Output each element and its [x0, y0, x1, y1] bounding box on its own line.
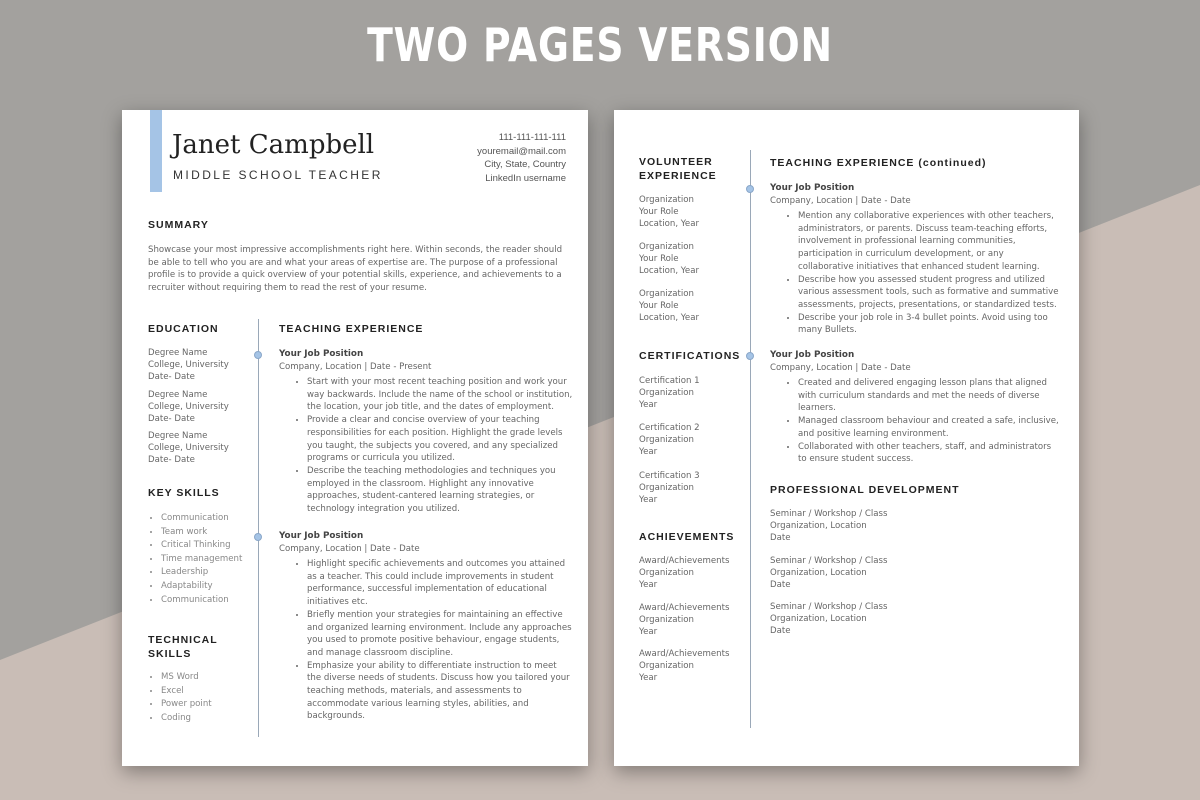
timeline-dot [746, 352, 754, 360]
accent-bar [150, 110, 162, 192]
job-bullets [279, 558, 573, 723]
list-item: • Leadership [161, 566, 242, 580]
certification-item: Certification 1 Organization Year [639, 376, 700, 410]
professional-development-heading: PROFESSIONAL DEVELOPMENT [770, 484, 960, 496]
list-item: • Adaptability [161, 580, 242, 594]
job-entry [770, 349, 1062, 466]
volunteer-item: Organization Your Role Location, Year [639, 242, 700, 276]
job-title: Your Job Position [770, 350, 855, 360]
achievement-item: Award/Achievements Organization Year [639, 649, 730, 683]
education-item: Degree Name College, University Date- Date [148, 348, 229, 382]
contact-phone: 111-111-111-111 [498, 132, 566, 143]
achievements-heading: ACHIEVEMENTS [639, 531, 735, 543]
list-item: • Describe the teaching methodologies and techniques you employed in the classroom. Highlight any innovative approaches, student-cantered learning strategies, or technology integration you utilized. [307, 465, 573, 516]
certifications-heading: CERTIFICATIONS [639, 350, 741, 362]
teaching-continued-heading: TEACHING EXPERIENCE (continued) [770, 157, 987, 169]
contact-email: youremail@mail.com [477, 145, 566, 157]
teaching-heading: TEACHING EXPERIENCE [279, 323, 424, 335]
technical-skills-list [148, 671, 212, 725]
banner-title: TWO PAGES VERSION [367, 18, 833, 72]
contact-linkedin: LinkedIn username [485, 172, 566, 184]
list-item: • Time management [161, 553, 242, 567]
technical-skills-heading: TECHNICAL SKILLS [148, 634, 218, 660]
certification-item: Certification 2 Organization Year [639, 423, 700, 457]
list-item: • Collaborated with other teachers, staff, and administrators to ensure student success. [798, 441, 1062, 466]
job-meta: Company, Location | Date - Date [279, 544, 420, 554]
list-item: • Managed classroom behaviour and created a safe, inclusive, and positive learning environment. [798, 415, 1062, 440]
list-item: • Describe your job role in 3-4 bullet points. Avoid using too many Bullets. [798, 312, 1062, 337]
timeline-line [750, 150, 751, 728]
job-title: Your Job Position [770, 183, 855, 193]
list-item: • Coding [161, 712, 212, 726]
summary-text: Showcase your most impressive accomplishments right here. Within seconds, the reader should be able to tell who you are and what your areas of expertise are. The purpose of a professional profile is to provide a quick overview of your potential skills, experience, and achievements to a recruiter without requiring them to read the rest of your resume. [148, 245, 563, 294]
job-title: Your Job Position [279, 349, 364, 359]
education-heading: EDUCATION [148, 323, 219, 335]
volunteer-item: Organization Your Role Location, Year [639, 289, 700, 323]
list-item: • Describe how you assessed student progress and utilized various assessment tools, such as formative and summative assessments, projects, presentations, or standardized tests. [798, 274, 1062, 312]
job-entry [770, 182, 1062, 337]
list-item: • Team work [161, 526, 242, 540]
timeline-line [258, 319, 259, 737]
list-item: • Start with your most recent teaching position and work your way backwards. Include the name of the school or institution, the location, your job title, and the dates of employment. [307, 376, 573, 414]
prof-dev-item: Seminar / Workshop / Class Organization, Location Date [770, 509, 888, 543]
job-entry [279, 348, 573, 516]
volunteer-heading: VOLUNTEER EXPERIENCE [639, 156, 717, 182]
achievement-item: Award/Achievements Organization Year [639, 603, 730, 637]
job-title: Your Job Position [279, 531, 364, 541]
timeline-dot [254, 351, 262, 359]
timeline-dot [254, 533, 262, 541]
job-meta: Company, Location | Date - Present [279, 362, 432, 372]
job-bullets [770, 210, 1062, 337]
timeline-dot [746, 185, 754, 193]
job-meta: Company, Location | Date - Date [770, 196, 911, 206]
list-item: • Critical Thinking [161, 539, 242, 553]
list-item: • Highlight specific achievements and outcomes you attained as a teacher. This could include improvements in student performance, successful implementation of educational initiatives etc. [307, 558, 573, 609]
volunteer-item: Organization Your Role Location, Year [639, 195, 700, 229]
list-item: • Excel [161, 685, 212, 699]
key-skills-list [148, 512, 242, 607]
list-item: • MS Word [161, 671, 212, 685]
resume-page-1 [122, 110, 588, 766]
prof-dev-item: Seminar / Workshop / Class Organization, Location Date [770, 602, 888, 636]
list-item: • Provide a clear and concise overview of your teaching responsibilities for each position. Highlight the grade levels you taught, the subjects you covered, and any specialized programs or curricula you utilized. [307, 414, 573, 465]
education-item: Degree Name College, University Date- Date [148, 431, 229, 465]
education-item: Degree Name College, University Date- Date [148, 390, 229, 424]
list-item: • Communication [161, 594, 242, 608]
list-item: • Emphasize your ability to differentiate instruction to meet the diverse needs of students. Discuss how you tailored your teaching methods, materials, and assessments to accommodate various learning styles, abilities, and backgrounds. [307, 660, 573, 724]
resume-page-2 [614, 110, 1079, 766]
list-item: • Communication [161, 512, 242, 526]
job-bullets [770, 377, 1062, 466]
candidate-name: Janet Campbell [172, 130, 375, 160]
contact-block [477, 131, 566, 185]
prof-dev-item: Seminar / Workshop / Class Organization, Location Date [770, 556, 888, 590]
list-item: • Power point [161, 698, 212, 712]
summary-heading: SUMMARY [148, 219, 209, 231]
list-item: • Mention any collaborative experiences with other teachers, administrators, or parents. Discuss team-teaching efforts, involvement in professional learning communities, participation in curriculum development, or any collaborative initiatives that enhanced student learning. [798, 210, 1062, 274]
job-meta: Company, Location | Date - Date [770, 363, 911, 373]
list-item: • Created and delivered engaging lesson plans that aligned with curriculum standards and met the needs of diverse learners. [798, 377, 1062, 415]
contact-location: City, State, Country [484, 159, 566, 170]
list-item: • Briefly mention your strategies for maintaining an effective and organized learning environment. Include any approaches you used to promote positive behaviour, engage students, and manage classroom discipline. [307, 609, 573, 660]
job-entry [279, 530, 573, 723]
candidate-role: MIDDLE SCHOOL TEACHER [173, 168, 383, 182]
key-skills-heading: KEY SKILLS [148, 487, 220, 499]
certification-item: Certification 3 Organization Year [639, 471, 700, 505]
achievement-item: Award/Achievements Organization Year [639, 556, 730, 590]
job-bullets [279, 376, 573, 516]
